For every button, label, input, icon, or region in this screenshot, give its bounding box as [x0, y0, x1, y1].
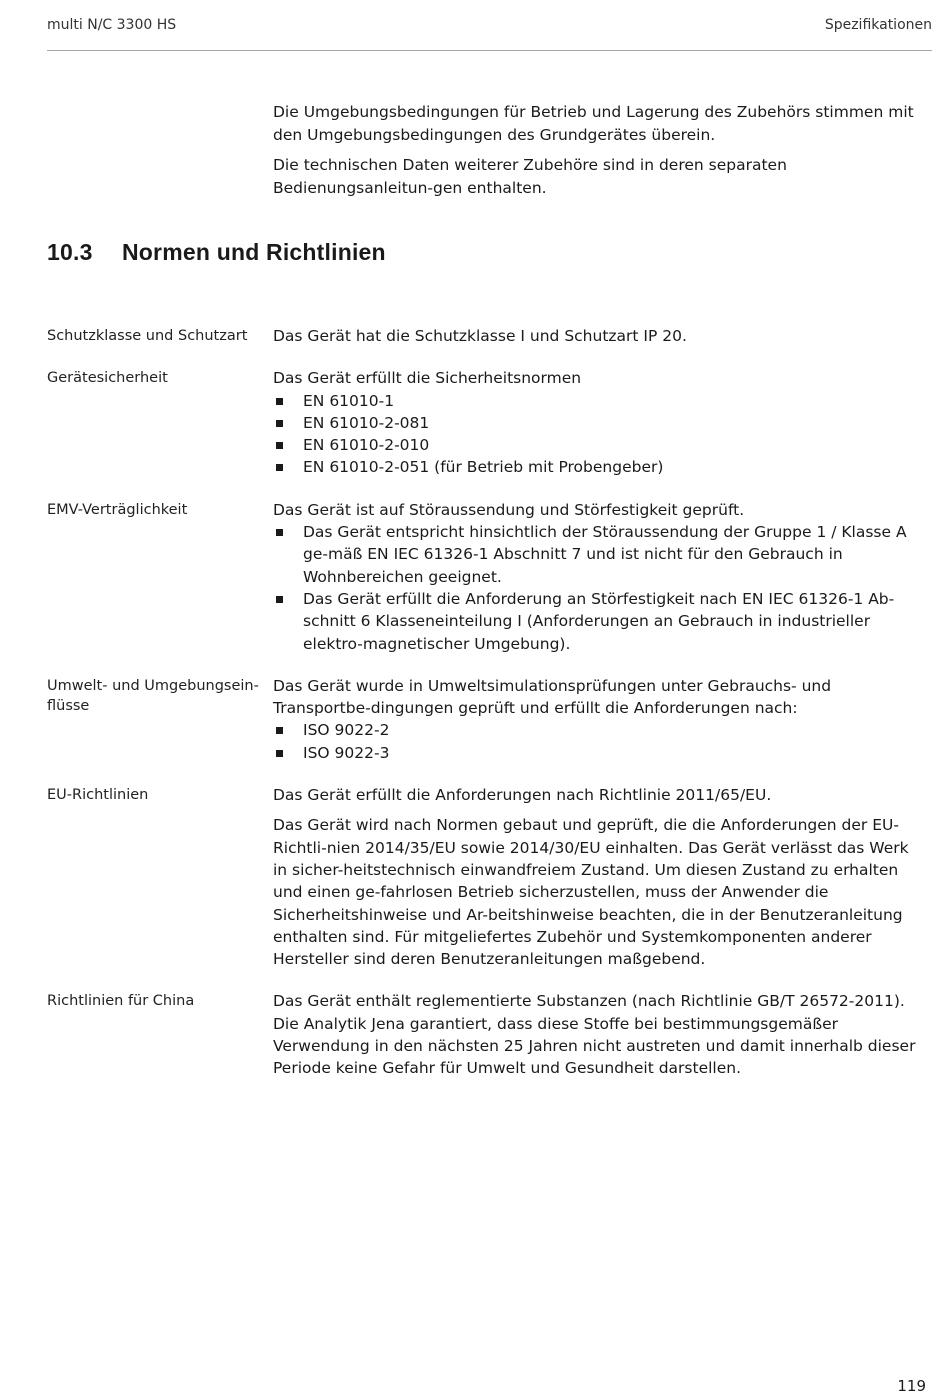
square-bullet-icon: [276, 442, 283, 449]
intro-paragraph: Die Umgebungsbedingungen für Betrieb und Lagerung des Zubehörs stimmen mit den Umgebungsbedingungen des Grundgerätes überein.: [273, 103, 914, 144]
bullet-text: ISO 9022-3: [303, 743, 390, 762]
spec-paragraph: Das Gerät wurde in Umweltsimulationsprüfungen unter Gebrauchs- und Transportbe-dingungen geprüft und erfüllt die Anforderungen nach:: [273, 676, 832, 718]
section-heading: [47, 239, 386, 266]
bullet-text: Das Gerät entspricht hinsichtlich der Störaussendung der Gruppe 1 / Klasse A ge-mäß EN IEC 61326-1 Abschnitt 7 und ist nicht für den Gebrauch in Wohnbereichen geeignet.: [303, 523, 907, 586]
bullet-text: EN 61010-2-051 (für Betrieb mit Probengeber): [303, 458, 664, 477]
spec-label: Schutzklasse und Schutzart: [47, 328, 248, 344]
bullet-list: [273, 521, 927, 655]
spec-row: [47, 990, 927, 1079]
spec-content: [273, 990, 927, 1079]
square-bullet-icon: [276, 529, 283, 536]
spec-paragraph: Das Gerät wird nach Normen gebaut und geprüft, die die Anforderungen der EU-Richtli-nien 2014/35/EU sowie 2014/30/EU einhalten. Das Gerät verlässt das Werk in sicher-heitstechnisch einwandfreiem Zustand. Um diesen Zustand zu erhalten und einen ge-fahrlosen Betrieb sicherzustellen, muss der Anwender die Sicherheitshinweise und Ar-beitshinweise beachten, die in der Benutzeranleitung enthalten sind. Für mitgeliefertes Zubehör und Systemkomponenten anderer Hersteller sind deren Benutzeranleitungen maßgebend.: [273, 816, 909, 969]
spec-content: [273, 367, 927, 478]
bullet-text: ISO 9022-2: [303, 721, 390, 740]
square-bullet-icon: [276, 398, 283, 405]
spec-table: [47, 325, 927, 1100]
spec-paragraph: Das Gerät hat die Schutzklasse I und Schutzart IP 20.: [273, 327, 687, 345]
spec-label: Umwelt- und Umgebungsein-flüsse: [47, 677, 259, 714]
square-bullet-icon: [276, 464, 283, 471]
intro-paragraph: Die technischen Daten weiterer Zubehöre sind in deren separaten Bedienungsanleitun-gen enthalten.: [273, 156, 787, 197]
intro-text: [273, 101, 923, 207]
document-title: multi N/C 3300 HS: [47, 17, 177, 33]
bullet-item: [273, 588, 927, 655]
square-bullet-icon: [276, 596, 283, 603]
square-bullet-icon: [276, 727, 283, 734]
spec-row: [47, 325, 927, 347]
bullet-list: [273, 719, 927, 764]
bullet-item: [273, 742, 927, 764]
spec-row: [47, 367, 927, 478]
spec-content: [273, 325, 927, 347]
bullet-item: [273, 719, 927, 741]
bullet-text: EN 61010-2-010: [303, 436, 430, 455]
bullet-text: EN 61010-2-081: [303, 413, 430, 432]
spec-label: Richtlinien für China: [47, 993, 195, 1010]
section-title: Normen und Richtlinien: [122, 239, 386, 265]
bullet-text: EN 61010-1: [303, 391, 395, 410]
square-bullet-icon: [276, 420, 283, 427]
bullet-item: [273, 456, 927, 478]
spec-label: EU-Richtlinien: [47, 787, 149, 804]
spec-paragraph: Das Gerät ist auf Störaussendung und Störfestigkeit geprüft.: [273, 500, 745, 519]
bullet-list: [273, 390, 927, 479]
bullet-item: [273, 390, 927, 412]
section-number: 10.3: [47, 239, 93, 265]
bullet-item: [273, 521, 927, 588]
bullet-item: [273, 434, 927, 456]
spec-paragraph: Das Gerät erfüllt die Anforderungen nach Richtlinie 2011/65/EU.: [273, 786, 772, 805]
spec-content: [273, 675, 927, 764]
spec-content: [273, 499, 927, 655]
square-bullet-icon: [276, 750, 283, 757]
spec-paragraph: Das Gerät enthält reglementierte Substanzen (nach Richtlinie GB/T 26572-2011). Die Analytik Jena garantiert, dass diese Stoffe bei bestimmungsgemäßer Verwendung in den nächsten 25 Jahren nicht austreten und damit innerhalb dieser Periode keine Gefahr für Umwelt und Gesundheit darstellen.: [273, 992, 916, 1078]
spec-row: [47, 675, 927, 764]
chapter-title: Spezifikationen: [824, 17, 932, 33]
page-number: 119: [897, 1377, 926, 1395]
spec-row: [47, 499, 927, 655]
spec-label: Gerätesicherheit: [47, 370, 168, 387]
page-header: [47, 14, 932, 51]
spec-row: [47, 784, 927, 970]
bullet-item: [273, 412, 927, 434]
spec-paragraph: Das Gerät erfüllt die Sicherheitsnormen: [273, 369, 582, 388]
spec-label: EMV-Verträglichkeit: [47, 501, 188, 518]
bullet-text: Das Gerät erfüllt die Anforderung an Störfestigkeit nach EN IEC 61326-1 Ab-schnitt 6 Klasseneinteilung I (Anforderungen an Gebrauch in industrieller elektro-magnetischer Umgebung).: [303, 589, 895, 653]
spec-content: [273, 784, 927, 970]
